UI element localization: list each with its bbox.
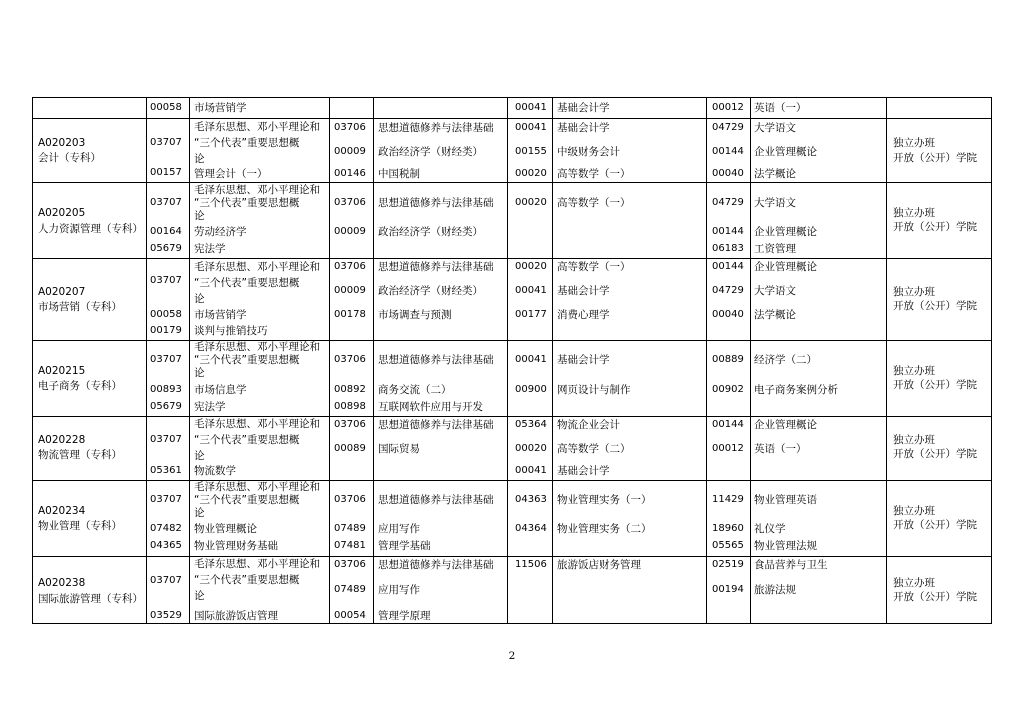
course-name-line: 论	[194, 153, 205, 165]
course-code: 05679	[150, 243, 182, 254]
course-code: 00889	[712, 354, 744, 365]
course-code: 04729	[712, 197, 744, 208]
course-name: 电子商务案例分析	[754, 384, 838, 396]
course-name-line: 毛泽东思想、邓小平理论和	[194, 261, 320, 273]
course-name: 政治经济学（财经类）	[378, 146, 483, 158]
program-name: 人力资源管理（专科）	[38, 223, 143, 235]
course-name: 高等数学（一）	[557, 197, 631, 209]
program-name: 市场营销（专科）	[38, 301, 122, 313]
course-name: 谈判与推销技巧	[194, 325, 268, 337]
course-name: 消费心理学	[557, 309, 610, 321]
organizer-line: 独立办班	[893, 137, 935, 149]
course-code: 00020	[515, 197, 547, 208]
course-name: 英语（一）	[754, 443, 807, 455]
course-code: 03706	[334, 122, 366, 133]
course-code: 06183	[712, 243, 744, 254]
program-code: A020207	[38, 286, 86, 298]
course-code: 03707	[150, 494, 182, 505]
course-name: 法学概论	[754, 309, 796, 321]
course-code: 11429	[712, 494, 744, 505]
course-code: 00041	[515, 102, 547, 113]
program-code: A020238	[38, 577, 86, 589]
column-divider	[329, 98, 330, 623]
course-code: 00900	[515, 384, 547, 395]
program-code: A020228	[38, 434, 86, 446]
course-code: 07489	[334, 584, 366, 595]
course-code: 00058	[150, 102, 182, 113]
course-name: 国际贸易	[378, 443, 420, 455]
course-name-line: “三个代表”重要思想概	[194, 137, 300, 149]
course-code: 00194	[712, 584, 744, 595]
course-name: 旅游饭店财务管理	[557, 559, 641, 571]
organizer-line: 独立办班	[893, 505, 935, 517]
course-name: 思想道德修养与法律基础	[378, 197, 494, 209]
course-code: 04729	[712, 122, 744, 133]
course-code: 00164	[150, 226, 182, 237]
course-code: 00893	[150, 384, 182, 395]
course-name: 网页设计与制作	[557, 384, 631, 396]
course-name: 企业管理概论	[754, 146, 817, 158]
organizer-line: 独立办班	[893, 434, 935, 446]
course-code: 00041	[515, 465, 547, 476]
course-code: 04365	[150, 540, 182, 551]
course-name-line: 论	[194, 450, 205, 462]
course-name-line: 论	[194, 367, 205, 379]
row-divider	[33, 480, 991, 481]
course-code: 00892	[334, 384, 366, 395]
course-name-line: 毛泽东思想、邓小平理论和	[194, 418, 320, 430]
course-code: 03706	[334, 261, 366, 272]
course-code: 00178	[334, 309, 366, 320]
course-name-line: 毛泽东思想、邓小平理论和	[194, 341, 320, 353]
course-code: 00146	[334, 168, 366, 179]
course-name: 互联网软件应用与开发	[378, 401, 483, 413]
organizer-line: 开放（公开）学院	[893, 591, 977, 603]
course-name: 政治经济学（财经类）	[378, 226, 483, 238]
course-name-line: “三个代表”重要思想概	[194, 434, 300, 446]
program-code: A020203	[38, 137, 86, 149]
course-code: 03707	[150, 434, 182, 445]
course-name-line: 毛泽东思想、邓小平理论和	[194, 121, 320, 133]
course-name: 工资管理	[754, 243, 796, 255]
course-name: 宪法学	[194, 401, 226, 413]
course-name: 大学语文	[754, 285, 796, 297]
course-code: 00012	[712, 443, 744, 454]
course-name-line: “三个代表”重要思想概	[194, 574, 300, 586]
course-name: 大学语文	[754, 197, 796, 209]
course-code: 03706	[334, 419, 366, 430]
course-name: 管理学基础	[378, 540, 431, 552]
course-code: 00054	[334, 610, 366, 621]
course-name-line: 毛泽东思想、邓小平理论和	[194, 481, 320, 493]
course-name: 企业管理概论	[754, 226, 817, 238]
course-name: 市场营销学	[194, 102, 247, 114]
course-name-line: 论	[194, 293, 205, 305]
course-name: 企业管理概论	[754, 261, 817, 273]
row-divider	[33, 416, 991, 417]
course-code: 00041	[515, 122, 547, 133]
row-divider	[33, 258, 991, 259]
course-name: 法学概论	[754, 168, 796, 180]
course-code: 00898	[334, 401, 366, 412]
course-name: 应用写作	[378, 523, 420, 535]
course-code: 03707	[150, 354, 182, 365]
organizer-line: 独立办班	[893, 577, 935, 589]
course-name: 物业管理实务（二）	[557, 523, 652, 535]
program-name: 电子商务（专科）	[38, 380, 122, 392]
organizer-line: 开放（公开）学院	[893, 379, 977, 391]
row-divider	[33, 556, 991, 557]
organizer-line: 开放（公开）学院	[893, 448, 977, 460]
course-code: 00020	[515, 443, 547, 454]
course-name: 政治经济学（财经类）	[378, 285, 483, 297]
course-code: 03707	[150, 197, 182, 208]
course-code: 04364	[515, 523, 547, 534]
course-name-line: “三个代表”重要思想概	[194, 197, 300, 209]
course-name: 物流数学	[194, 465, 236, 477]
course-name: 市场信息学	[194, 384, 247, 396]
course-name: 思想道德修养与法律基础	[378, 559, 494, 571]
row-divider	[33, 182, 991, 183]
course-code: 07489	[334, 523, 366, 534]
course-code: 00009	[334, 285, 366, 296]
course-code: 03707	[150, 575, 182, 586]
organizer-line: 开放（公开）学院	[893, 519, 977, 531]
organizer-line: 独立办班	[893, 207, 935, 219]
course-code: 03707	[150, 137, 182, 148]
course-name: 大学语文	[754, 122, 796, 134]
organizer-line: 开放（公开）学院	[893, 152, 977, 164]
course-name-line: “三个代表”重要思想概	[194, 277, 300, 289]
course-code: 11506	[515, 559, 547, 570]
course-name: 思想道德修养与法律基础	[378, 122, 494, 134]
course-name: 市场营销学	[194, 309, 247, 321]
course-name: 物业管理概论	[194, 523, 257, 535]
course-name: 企业管理概论	[754, 419, 817, 431]
column-divider	[750, 98, 751, 623]
course-name: 劳动经济学	[194, 226, 247, 238]
column-divider	[146, 98, 147, 623]
course-code: 00144	[712, 261, 744, 272]
course-name: 基础会计学	[557, 465, 610, 477]
course-code: 07482	[150, 523, 182, 534]
organizer-line: 开放（公开）学院	[893, 300, 977, 312]
course-code: 03706	[334, 354, 366, 365]
course-name: 物业管理实务（一）	[557, 494, 652, 506]
organizer-line: 独立办班	[893, 365, 935, 377]
course-code: 00041	[515, 285, 547, 296]
course-code: 00144	[712, 146, 744, 157]
course-name: 管理学原理	[378, 610, 431, 622]
column-divider	[886, 98, 887, 623]
course-name-line: 论	[194, 507, 205, 519]
course-name: 高等数学（二）	[557, 443, 631, 455]
program-name: 物业管理（专科）	[38, 520, 122, 532]
program-code: A020234	[38, 505, 86, 517]
course-name-line: 论	[194, 210, 205, 222]
course-code: 03707	[150, 275, 182, 286]
course-code: 18960	[712, 523, 744, 534]
course-name: 基础会计学	[557, 122, 610, 134]
organizer-line: 独立办班	[893, 286, 935, 298]
course-code: 00041	[515, 354, 547, 365]
course-name: 思想道德修养与法律基础	[378, 354, 494, 366]
program-name: 物流管理（专科）	[38, 449, 122, 461]
course-name: 基础会计学	[557, 102, 610, 114]
course-name: 旅游法规	[754, 584, 796, 596]
course-code: 00902	[712, 384, 744, 395]
course-code: 03706	[334, 494, 366, 505]
course-name: 思想道德修养与法律基础	[378, 494, 494, 506]
row-divider	[33, 118, 991, 119]
course-name: 商务交流（二）	[378, 384, 452, 396]
course-code: 00179	[150, 325, 182, 336]
course-name-line: “三个代表”重要思想概	[194, 354, 300, 366]
course-code: 04363	[515, 494, 547, 505]
course-name: 基础会计学	[557, 285, 610, 297]
course-name: 英语（一）	[754, 102, 807, 114]
course-code: 07481	[334, 540, 366, 551]
course-name: 物业管理财务基础	[194, 540, 278, 552]
course-name: 物业管理法规	[754, 540, 817, 552]
course-code: 05679	[150, 401, 182, 412]
course-name: 管理会计（一）	[194, 168, 268, 180]
course-code: 00009	[334, 226, 366, 237]
course-code: 00020	[515, 261, 547, 272]
course-name: 高等数学（一）	[557, 261, 631, 273]
column-divider	[706, 98, 707, 623]
program-name: 会计（专科）	[38, 152, 101, 164]
course-name: 中国税制	[378, 168, 420, 180]
course-code: 03706	[334, 559, 366, 570]
course-name: 礼仪学	[754, 523, 786, 535]
course-name: 思想道德修养与法律基础	[378, 261, 494, 273]
course-code: 00144	[712, 419, 744, 430]
course-name: 思想道德修养与法律基础	[378, 419, 494, 431]
course-name-line: 论	[194, 590, 205, 602]
course-name: 物流企业会计	[557, 419, 620, 431]
course-name: 市场调查与预测	[378, 309, 452, 321]
course-code: 00089	[334, 443, 366, 454]
course-code: 05361	[150, 465, 182, 476]
course-code: 00020	[515, 168, 547, 179]
row-divider	[33, 340, 991, 341]
column-divider	[189, 98, 190, 623]
course-code: 00040	[712, 309, 744, 320]
course-code: 00012	[712, 102, 744, 113]
course-name: 基础会计学	[557, 354, 610, 366]
course-code: 03529	[150, 610, 182, 621]
program-name: 国际旅游管理（专科）	[38, 593, 143, 605]
column-divider	[552, 98, 553, 623]
column-divider	[507, 98, 508, 623]
course-name: 国际旅游饭店管理	[194, 610, 278, 622]
course-name: 应用写作	[378, 584, 420, 596]
course-code: 04729	[712, 285, 744, 296]
course-code: 00058	[150, 309, 182, 320]
course-code: 00144	[712, 226, 744, 237]
course-code: 05565	[712, 540, 744, 551]
course-name-line: 毛泽东思想、邓小平理论和	[194, 558, 320, 570]
program-code: A020205	[38, 207, 86, 219]
course-name: 中级财务会计	[557, 146, 620, 158]
course-code: 02519	[712, 559, 744, 570]
course-code: 00040	[712, 168, 744, 179]
course-code: 00009	[334, 146, 366, 157]
course-name: 宪法学	[194, 243, 226, 255]
course-name: 物业管理英语	[754, 494, 817, 506]
course-code: 00177	[515, 309, 547, 320]
course-name-line: 毛泽东思想、邓小平理论和	[194, 184, 320, 196]
page-number: 2	[508, 650, 516, 662]
course-name-line: “三个代表”重要思想概	[194, 494, 300, 506]
course-code: 00157	[150, 167, 182, 178]
course-code: 00155	[515, 146, 547, 157]
course-name: 食品营养与卫生	[754, 559, 828, 571]
course-name: 经济学（二）	[754, 354, 817, 366]
organizer-line: 开放（公开）学院	[893, 221, 977, 233]
course-code: 03706	[334, 197, 366, 208]
course-name: 高等数学（一）	[557, 168, 631, 180]
column-divider	[373, 98, 374, 623]
course-code: 05364	[515, 419, 547, 430]
program-code: A020215	[38, 365, 86, 377]
